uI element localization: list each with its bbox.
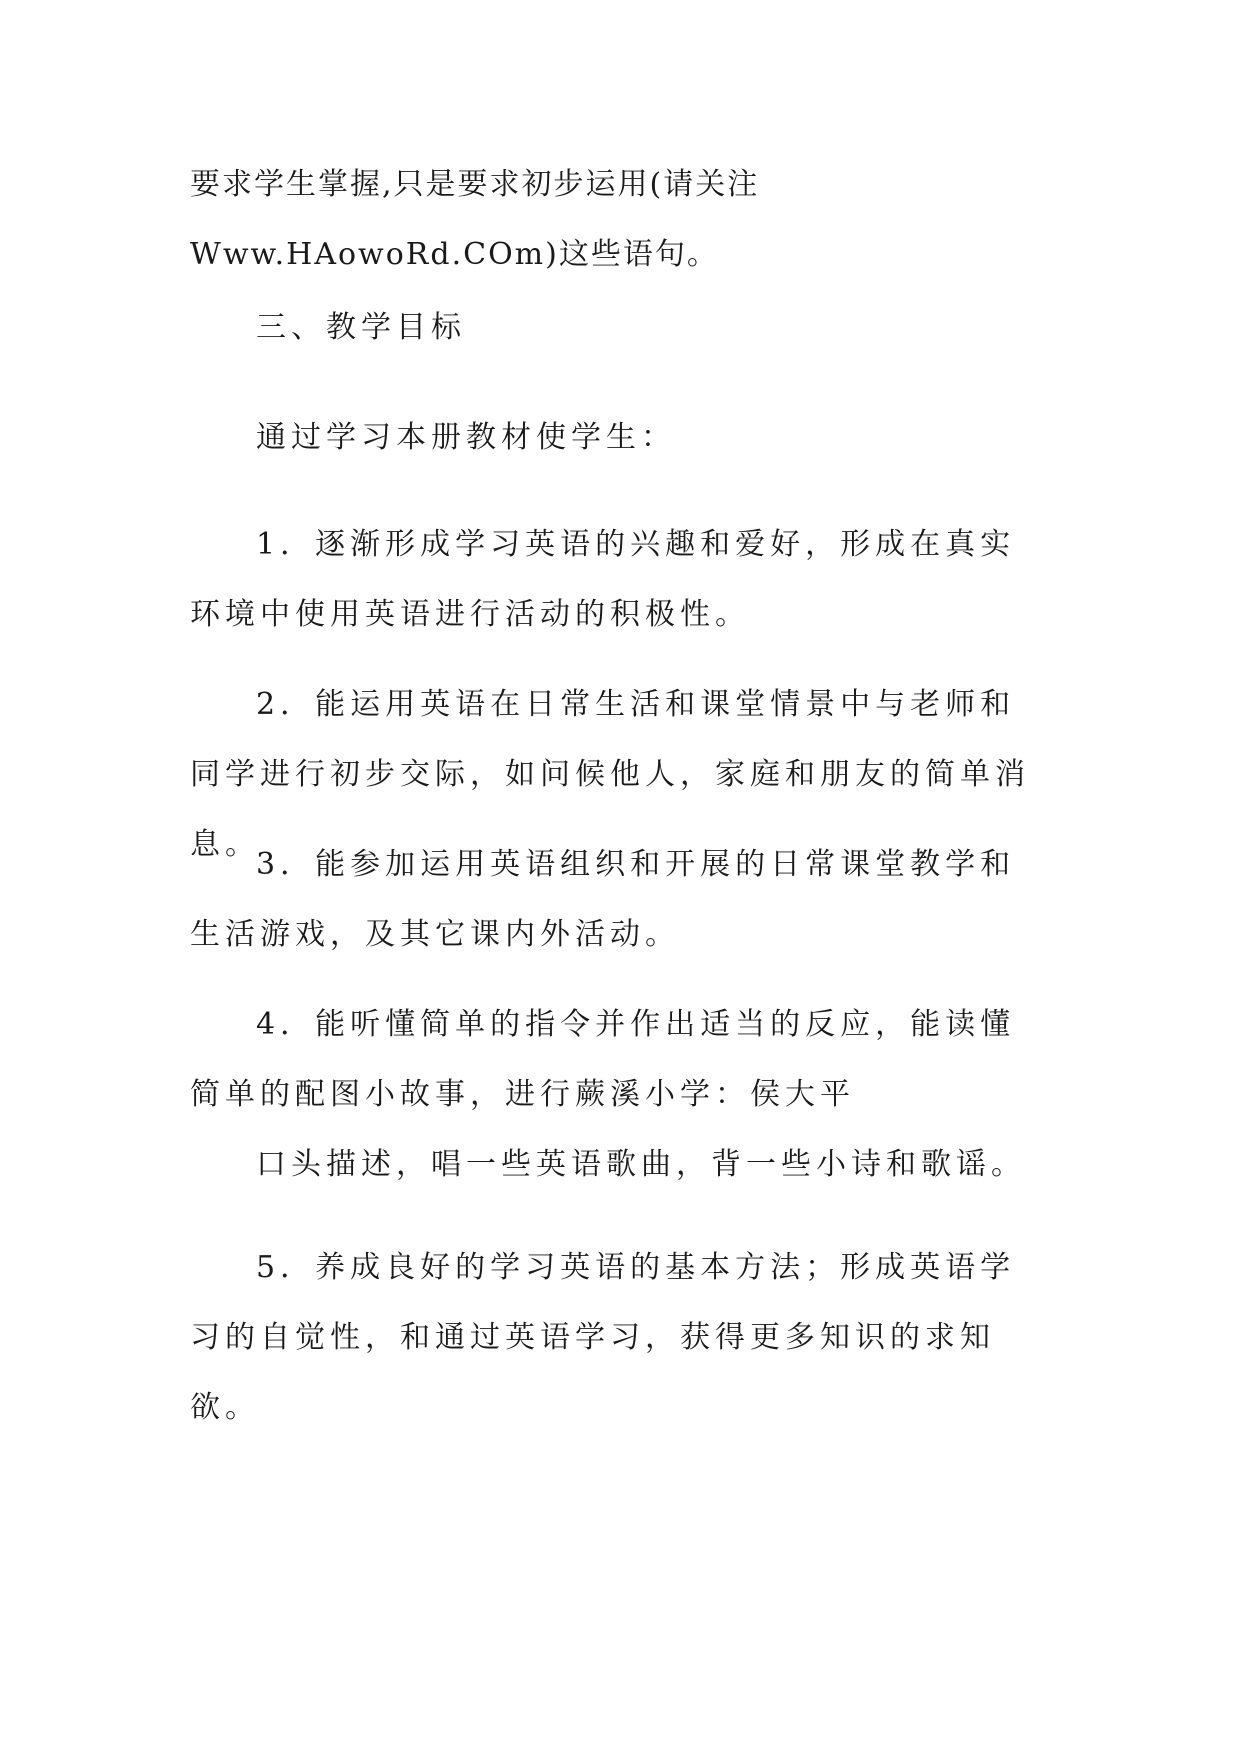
goal-item-5: 5．养成良好的学习英语的基本方法；形成英语学习的自觉性，和通过英语学习，获得更多知识的求知欲。 (190, 1250, 1016, 1425)
goal-item-1: 1．逐渐形成学习英语的兴趣和爱好，形成在真实环境中使用英语进行活动的积极性。 (190, 527, 1016, 632)
goal-item-4-continued: 口头描述，唱一些英语歌曲，背一些小诗和歌谣。 (256, 1147, 1026, 1182)
paragraph-intro-continued: 要求学生掌握,只是要求初步运用(请关注Www.HAowoRd.COm)这些语句。 (190, 167, 760, 272)
goal-item-2: 2．能运用英语在日常生活和课堂情景中与老师和同学进行初步交际，如问候他人，家庭和朋友的简单消息。 (190, 687, 1030, 862)
paragraph-goals-lead: 通过学习本册教材使学生： (256, 420, 676, 455)
section-heading-teaching-goals: 三、教学目标 (256, 310, 466, 345)
goal-item-3: 3．能参加运用英语组织和开展的日常课堂教学和生活游戏，及其它课内外活动。 (190, 847, 1016, 952)
goal-item-4: 4．能听懂简单的指令并作出适当的反应，能读懂简单的配图小故事，进行蕨溪小学：侯大平 (190, 1007, 1016, 1112)
